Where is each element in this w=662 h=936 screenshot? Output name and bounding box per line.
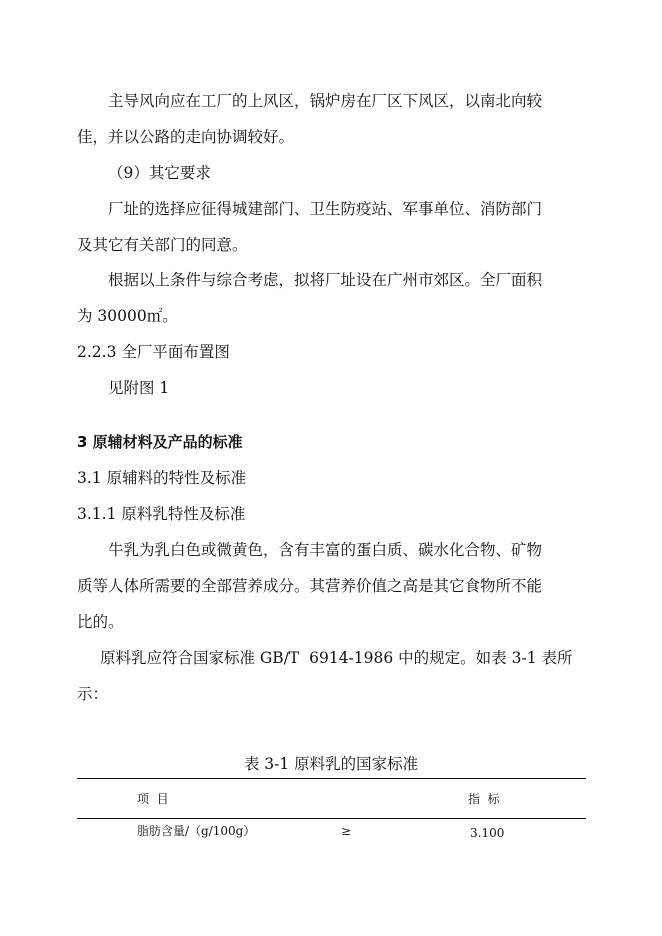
paragraph-line: 主导风向应在工厂的上风区，锅炉房在厂区下风区，以南北向较: [108, 92, 543, 110]
table-caption: 表 3-1 原料乳的国家标准: [243, 755, 419, 773]
table-header-rule: [77, 818, 586, 819]
section-heading-3-1: 3.1 原辅料的特性及标准: [77, 469, 247, 487]
table-cell-operator: ≥: [341, 824, 352, 838]
paragraph-line: 原料乳应符合国家标准 GB/T 6914-1986 中的规定。如表 3-1 表所: [100, 649, 573, 667]
paragraph-line: 根据以上条件与综合考虑，拟将厂址设在广州市郊区。全厂面积: [108, 271, 543, 289]
subsection-heading: （9）其它要求: [108, 164, 211, 182]
paragraph-line: 厂址的选择应征得城建部门、卫生防疫站、军事单位、消防部门: [108, 200, 543, 218]
paragraph-line: 及其它有关部门的同意。: [77, 236, 248, 254]
table-header-index: 指 标: [468, 792, 500, 806]
table-cell-item: 脂肪含量/（g/100g）: [137, 824, 256, 838]
section-heading-2-2-3: 2.2.3 全厂平面布置图: [77, 343, 230, 361]
paragraph-line: 佳，并以公路的走向协调较好。: [77, 128, 295, 146]
section-heading-3-1-1: 3.1.1 原料乳特性及标准: [77, 505, 246, 523]
chapter-heading-3: 3 原辅材料及产品的标准: [77, 433, 243, 451]
table-cell-value: 3.100: [470, 826, 505, 840]
paragraph-line: 质等人体所需要的全部营养成分。其营养价值之高是其它食物所不能: [77, 577, 543, 595]
paragraph-line: 比的。: [77, 613, 124, 631]
paragraph-line: 牛乳为乳白色或微黄色，含有丰富的蛋白质、碳水化合物、矿物: [108, 541, 543, 559]
paragraph-line: 见附图 1: [108, 379, 170, 397]
paragraph-line: 为 30000㎡。: [77, 307, 178, 325]
table-top-rule: [77, 778, 586, 779]
table-header-item: 项 目: [137, 792, 169, 806]
paragraph-line: 示：: [77, 685, 109, 703]
